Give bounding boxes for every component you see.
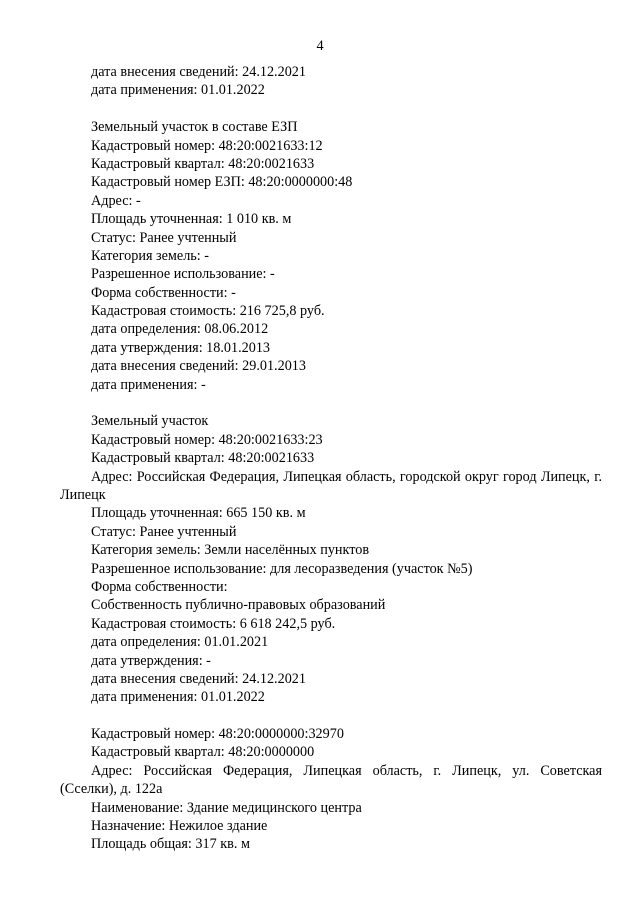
record-line: Разрешенное использование: -: [91, 266, 275, 283]
record-line: дата внесения сведений: 24.12.2021: [91, 670, 306, 687]
record-line: дата утверждения: 18.01.2013: [91, 339, 271, 356]
record-line: Собственность публично-правовых образований: [91, 597, 386, 614]
document-body: [60, 63, 602, 854]
record-title: Земельный участок в составе ЕЗП: [91, 119, 298, 136]
record-line: дата утверждения: -: [91, 652, 211, 669]
record-line: дата внесения сведений: 29.01.2013: [91, 358, 306, 375]
record-line: дата применения: 01.01.2022: [91, 689, 265, 706]
record-line: Площадь общая: 317 кв. м: [91, 836, 250, 853]
record-line: Площадь уточненная: 665 150 кв. м: [91, 505, 306, 522]
page-number: 4: [316, 38, 324, 54]
record-ezp-land-plot: [60, 118, 602, 394]
record-line: Разрешенное использование: для лесоразведения (участок №5): [91, 560, 473, 577]
record-line: Кадастровый номер: 48:20:0021633:12: [91, 137, 323, 154]
record-line: Кадастровая стоимость: 216 725,8 руб.: [91, 303, 325, 320]
record-line: Статус: Ранее учтенный: [91, 229, 237, 246]
record-line: Статус: Ранее учтенный: [91, 523, 237, 540]
record-line: Назначение: Нежилое здание: [91, 818, 268, 835]
record-line: Кадастровый номер ЕЗП: 48:20:0000000:48: [91, 174, 353, 191]
record-title: Земельный участок: [91, 413, 209, 430]
record-line: Кадастровая стоимость: 6 618 242,5 руб.: [91, 615, 336, 632]
record-line: дата применения: -: [91, 376, 206, 393]
record-line: Кадастровый квартал: 48:20:0021633: [91, 450, 315, 467]
record-line: Адрес: -: [91, 192, 141, 209]
record-line: Форма собственности: -: [91, 284, 236, 301]
record-line: Площадь уточненная: 1 010 кв. м: [91, 211, 292, 228]
record-line: Наименование: Здание медицинского центра: [91, 799, 362, 816]
record-line: дата внесения сведений: 24.12.2021: [91, 64, 306, 80]
record-continuation: [60, 63, 602, 100]
record-line: дата определения: 08.06.2012: [91, 321, 269, 338]
record-line: Кадастровый квартал: 48:20:0021633: [91, 155, 315, 172]
record-line: Кадастровый квартал: 48:20:0000000: [91, 744, 315, 761]
record-address: Адрес: Российская Федерация, Липецкая область, г. Липецк, ул. Советская (Сселки), д. 122а: [60, 762, 602, 798]
record-line: Категория земель: -: [91, 247, 209, 264]
record-line: Кадастровый номер: 48:20:0021633:23: [91, 431, 323, 448]
record-address: Адрес: Российская Федерация, Липецкая область, городской округ город Липецк, г. Липецк: [60, 468, 602, 503]
record-line: Форма собственности:: [91, 578, 228, 595]
record-line: Категория земель: Земли населённых пунктов: [91, 542, 370, 559]
record-land-plot: [60, 412, 602, 706]
record-line: дата применения: 01.01.2022: [91, 82, 265, 99]
record-line: дата определения: 01.01.2021: [91, 634, 269, 651]
record-building: [60, 725, 602, 854]
record-line: Кадастровый номер: 48:20:0000000:32970: [91, 726, 344, 743]
